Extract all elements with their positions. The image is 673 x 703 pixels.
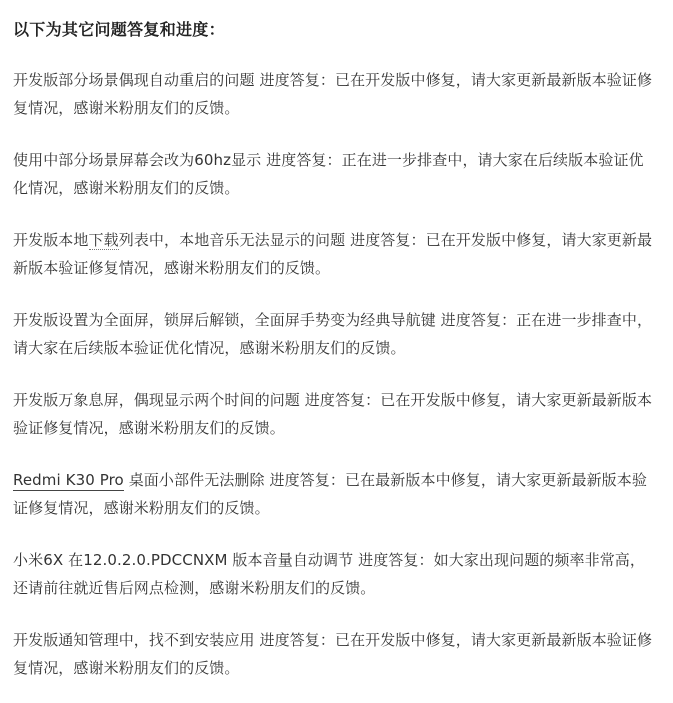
issue-paragraph-5	[13, 386, 653, 442]
issue-paragraph-1	[13, 66, 653, 122]
issue-paragraph-8	[13, 626, 653, 682]
issue-text: 使用中部分场景屏幕会改为60hz显示 进度答复：正在进一步排查中，请大家在后续版本验证优化情况，感谢米粉朋友们的反馈。	[13, 151, 644, 197]
issue-text: 开发版通知管理中，找不到安装应用 进度答复：已在开发版中修复，请大家更新最新版本验证修复情况，感谢米粉朋友们的反馈。	[13, 631, 653, 677]
issue-paragraph-2	[13, 146, 653, 202]
issue-text: 小米6X 在12.0.2.0.PDCCNXM 版本音量自动调节 进度答复：如大家出现问题的频率非常高，还请前往就近售后网点检测，感谢米粉朋友们的反馈。	[13, 551, 645, 597]
issue-paragraph-3	[13, 226, 653, 282]
download-keyword-link[interactable]: 下载	[88, 231, 119, 249]
issue-text: 开发版部分场景偶现自动重启的问题 进度答复：已在开发版中修复，请大家更新最新版本验证修复情况，感谢米粉朋友们的反馈。	[13, 71, 653, 117]
issue-paragraph-7	[13, 546, 653, 602]
issue-text: 开发版万象息屏，偶现显示两个时间的问题 进度答复：已在开发版中修复，请大家更新最新版本验证修复情况，感谢米粉朋友们的反馈。	[13, 391, 653, 437]
issue-text-after: 桌面小部件无法删除 进度答复：已在最新版本中修复，请大家更新最新版本验证修复情况，感谢米粉朋友们的反馈。	[13, 471, 647, 517]
issue-text-after: 列表中，本地音乐无法显示的问题 进度答复：已在开发版中修复，请大家更新最新版本验证修复情况，感谢米粉朋友们的反馈。	[13, 231, 653, 277]
issue-paragraph-6	[13, 466, 653, 522]
issue-paragraph-4	[13, 306, 653, 362]
redmi-k30-pro-link[interactable]: Redmi K30 Pro	[13, 471, 124, 489]
section-title: 以下为其它问题答复和进度：	[13, 20, 225, 39]
issue-text: 开发版设置为全面屏，锁屏后解锁，全面屏手势变为经典导航键 进度答复：正在进一步排查中，请大家在后续版本验证优化情况，感谢米粉朋友们的反馈。	[13, 311, 653, 357]
issue-text-before: 开发版本地	[13, 231, 89, 249]
